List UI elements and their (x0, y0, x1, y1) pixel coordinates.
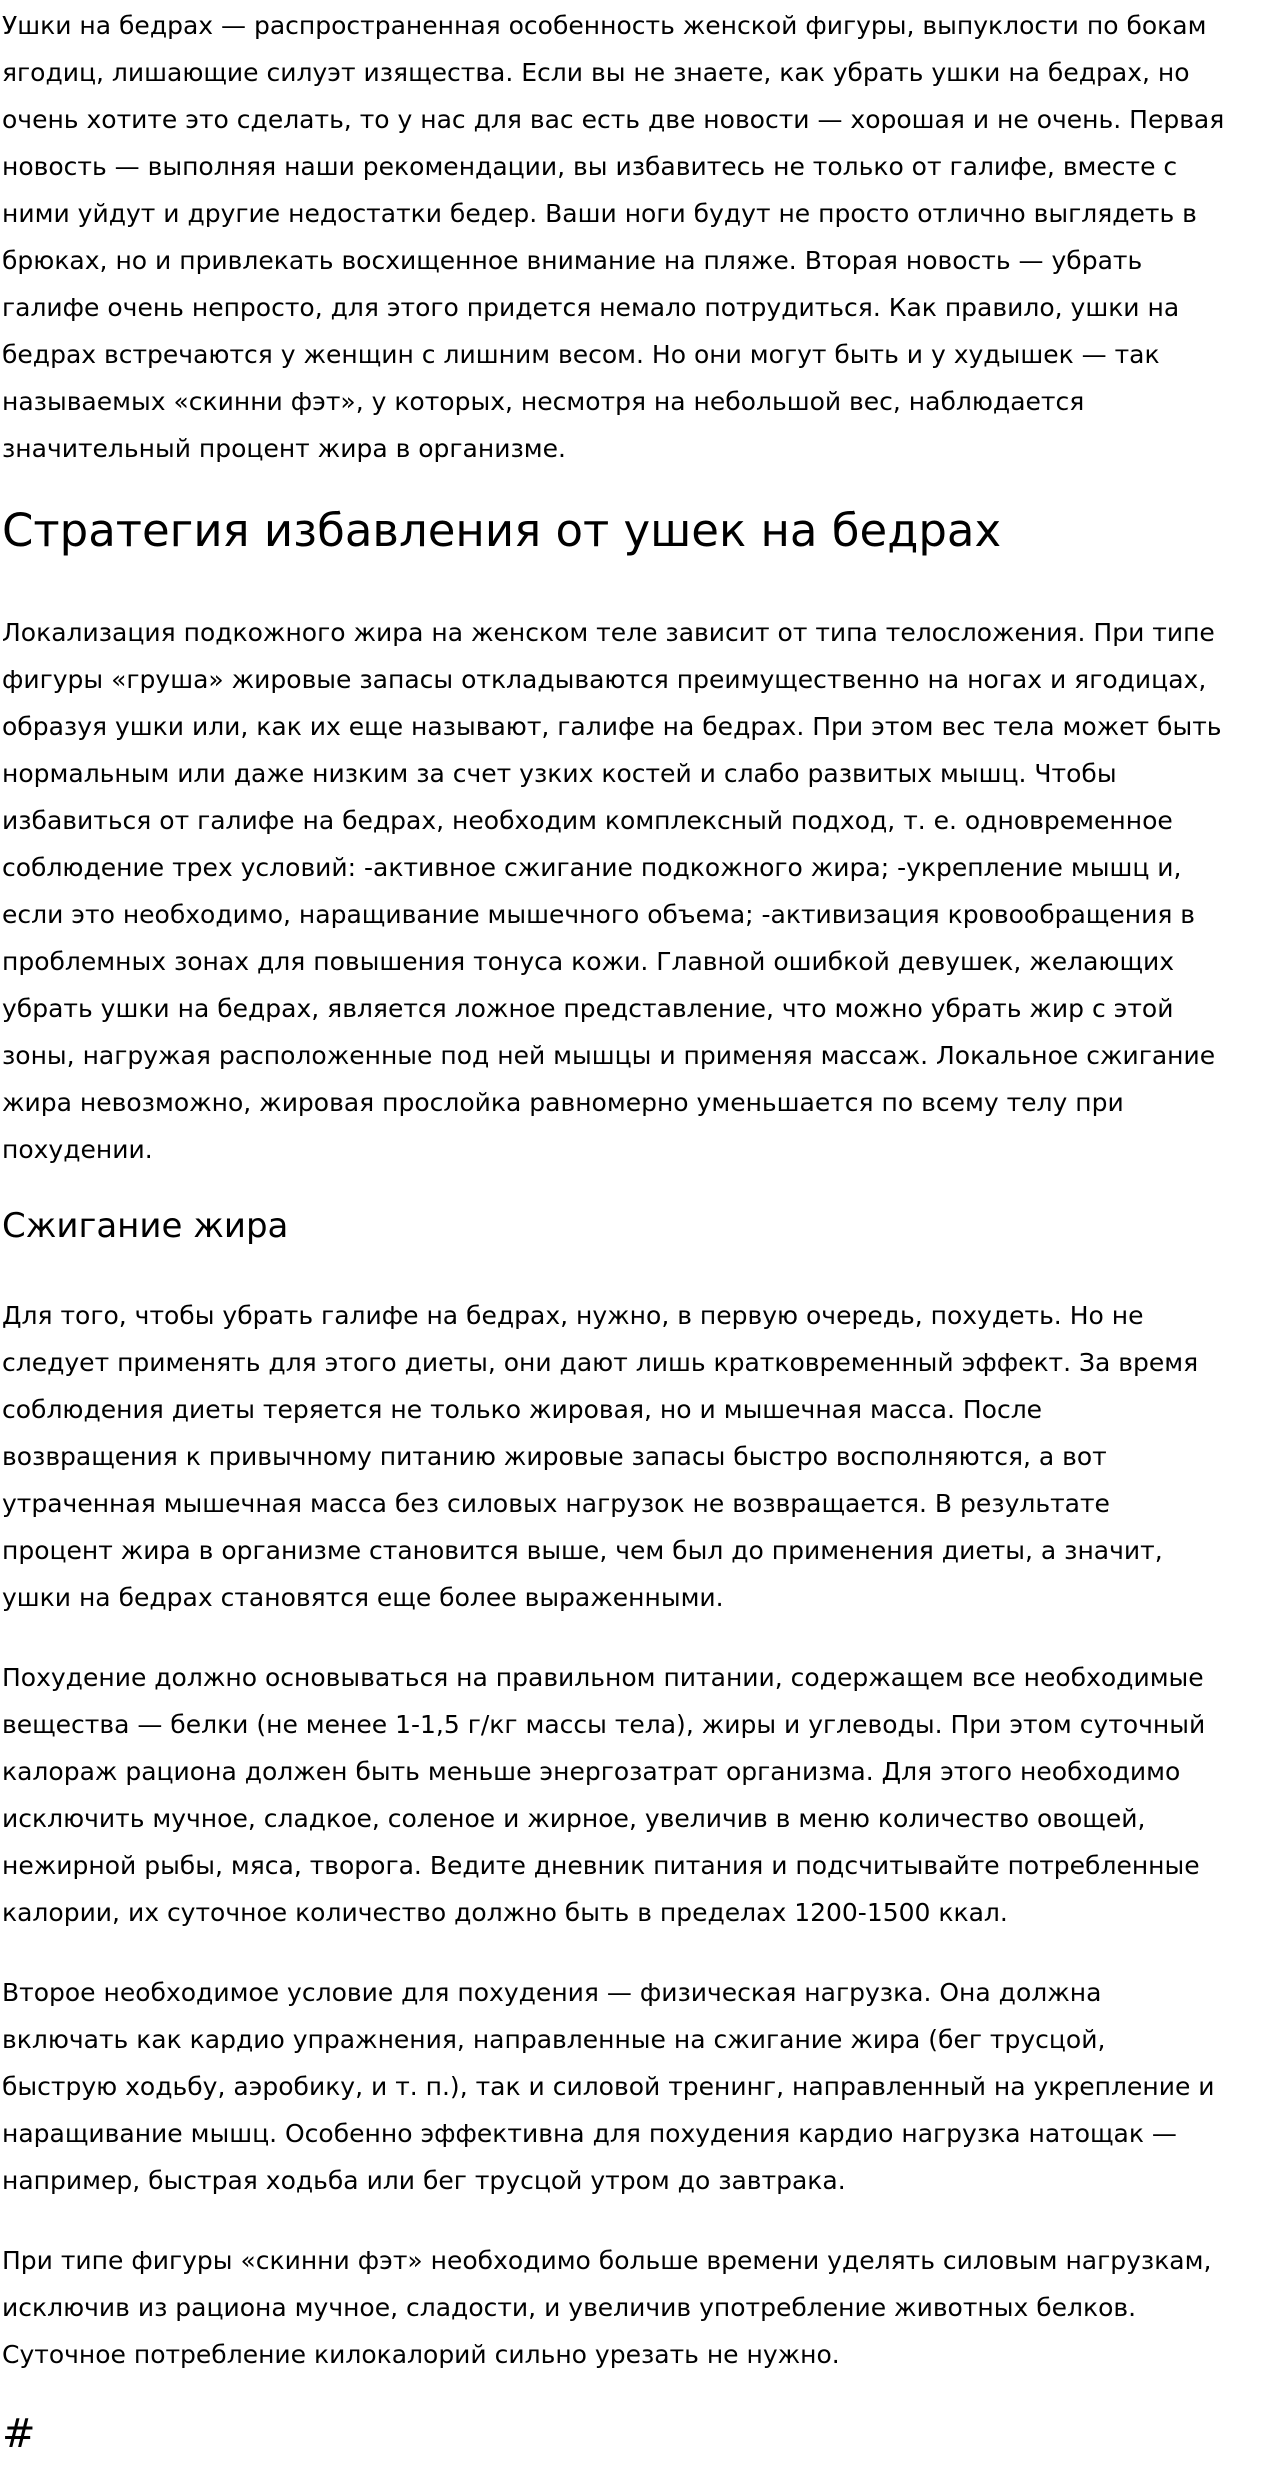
text-line: Для того, чтобы убрать галифе на бедрах, нужно, в первую очередь, похудеть. Но не (2, 1301, 1144, 1330)
text-line: например, быстрая ходьба или бег трусцой утром до завтрака. (2, 2166, 846, 2195)
text-line: быструю ходьбу, аэробику, и т. п.), так и силовой тренинг, направленный на укрепление и (2, 2072, 1215, 2101)
text-line: Локализация подкожного жира на женском теле зависит от типа телосложения. При типе (2, 618, 1215, 647)
text-line: Похудение должно основываться на правильном питании, содержащем все необходимые (2, 1663, 1204, 1692)
text-line: исключив из рациона мучное, сладости, и увеличив употребление животных белков. (2, 2293, 1137, 2322)
text-line: фигуры «груша» жировые запасы откладываются преимущественно на ногах и ягодицах, (2, 665, 1207, 694)
text-line: соблюдение трех условий: -активное сжигание подкожного жира; -укрепление мышц и, (2, 853, 1182, 882)
text-line: очень хотите это сделать, то у нас для вас есть две новости — хорошая и не очень. Первая (2, 105, 1225, 134)
text-line: нежирной рыбы, мяса, творога. Ведите дневник питания и подсчитывайте потребленные (2, 1851, 1200, 1880)
text-line: избавиться от галифе на бедрах, необходим комплексный подход, т. е. одновременное (2, 806, 1173, 835)
paragraph-weight-loss (2, 1292, 1270, 1621)
text-line: бедрах встречаются у женщин с лишним весом. Но они могут быть и у худышек — так (2, 340, 1160, 369)
text-line: следует применять для этого диеты, они дают лишь кратковременный эффект. За время (2, 1348, 1199, 1377)
text-line: включать как кардио упражнения, направленные на сжигание жира (бег трусцой, (2, 2025, 1106, 2054)
text-line: соблюдения диеты теряется не только жировая, но и мышечная масса. После (2, 1395, 1043, 1424)
text-line: новость — выполняя наши рекомендации, вы избавитесь не только от галифе, вместе с (2, 152, 1178, 181)
text-line: галифе очень непросто, для этого придется немало потрудиться. Как правило, ушки на (2, 293, 1180, 322)
text-line: Второе необходимое условие для похудения — физическая нагрузка. Она должна (2, 1978, 1102, 2007)
text-line: если это необходимо, наращивание мышечного объема; -активизация кровообращения в (2, 900, 1196, 929)
text-line: Ушки на бедрах — распространенная особенность женской фигуры, выпуклости по бокам (2, 11, 1207, 40)
text-line: похудении. (2, 1135, 153, 1164)
text-line: ними уйдут и другие недостатки бедер. Ваши ноги будут не просто отлично выглядеть в (2, 199, 1197, 228)
text-line: значительный процент жира в организме. (2, 434, 566, 463)
text-line: возвращения к привычному питанию жировые запасы быстро восполняются, а вот (2, 1442, 1107, 1471)
text-line: образуя ушки или, как их еще называют, галифе на бедрах. При этом вес тела может быть (2, 712, 1222, 741)
markdown-heading-marker: # (2, 2411, 36, 2457)
text-line: калории, их суточное количество должно быть в пределах 1200-1500 ккал. (2, 1898, 1008, 1927)
text-line: наращивание мышц. Особенно эффективна для похудения кардио нагрузка натощак — (2, 2119, 1177, 2148)
text-line: утраченная мышечная масса без силовых нагрузок не возвращается. В результате (2, 1489, 1110, 1518)
text-line: называемых «скинни фэт», у которых, несмотря на небольшой вес, наблюдается (2, 387, 1085, 416)
text-line: калораж рациона должен быть меньше энергозатрат организма. Для этого необходимо (2, 1757, 1181, 1786)
paragraph-nutrition (2, 1654, 1270, 1936)
paragraph-skinny-fat (2, 2237, 1270, 2378)
text-line: процент жира в организме становится выше, чем был до применения диеты, а значит, (2, 1536, 1163, 1565)
text-line: проблемных зонах для повышения тонуса кожи. Главной ошибкой девушек, желающих (2, 947, 1175, 976)
paragraph-intro (2, 2, 1270, 472)
text-line: жира невозможно, жировая прослойка равномерно уменьшается по всему телу при (2, 1088, 1124, 1117)
paragraph-exercise (2, 1969, 1270, 2204)
text-line: нормальным или даже низким за счет узких костей и слабо развитых мышц. Чтобы (2, 759, 1117, 788)
paragraph-strategy (2, 609, 1270, 1173)
heading-strategy: Стратегия избавления от ушек на бедрах (2, 504, 1002, 557)
text-line: исключить мучное, сладкое, соленое и жирное, увеличив в меню количество овощей, (2, 1804, 1146, 1833)
text-line: Суточное потребление килокалорий сильно урезать не нужно. (2, 2340, 840, 2369)
text-line: ушки на бедрах становятся еще более выраженными. (2, 1583, 724, 1612)
text-line: ягодиц, лишающие силуэт изящества. Если вы не знаете, как убрать ушки на бедрах, но (2, 58, 1190, 87)
text-line: вещества — белки (не менее 1-1,5 г/кг массы тела), жиры и углеводы. При этом суточный (2, 1710, 1206, 1739)
heading-fat-burning: Сжигание жира (2, 1206, 289, 1246)
text-line: зоны, нагружая расположенные под ней мышцы и применяя массаж. Локальное сжигание (2, 1041, 1216, 1070)
text-line: брюках, но и привлекать восхищенное внимание на пляже. Вторая новость — убрать (2, 246, 1143, 275)
text-line: убрать ушки на бедрах, является ложное представление, что можно убрать жир с этой (2, 994, 1174, 1023)
text-line: При типе фигуры «скинни фэт» необходимо больше времени уделять силовым нагрузкам, (2, 2246, 1212, 2275)
